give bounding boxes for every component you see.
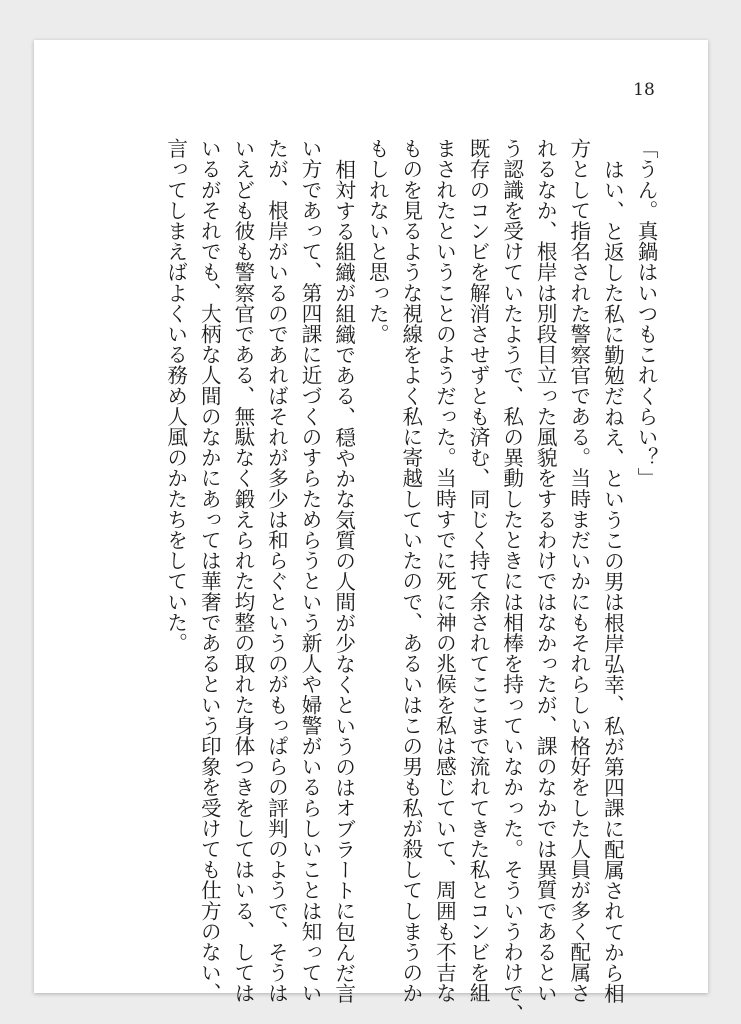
text-line: 「うん。真鍋はいつもこれくらい？」	[634, 138, 658, 489]
text-line: いえども彼も警察官である、無駄なく鍛えられた均整の取れた身体つきをしてはいる、しては	[230, 138, 255, 1004]
text-line: 既存のコンビを解消させずとも済む、同じく持て余されてここまで流れてきた私とコンビを組	[466, 138, 491, 1004]
text-line: れるなか、根岸は別段目立った風貌をするわけではなかったが、課のなかでは異質であるとい	[533, 138, 558, 1004]
text-line: い方であって、第四課に近づくのすらためらうという新人や婦警がいるらしいことは知ってい	[298, 138, 323, 1004]
body-text	[158, 138, 662, 1024]
text-line: 方として指名された警察官である。当時まだいかにもそれらしい格好をした人員が多く配属さ	[566, 138, 591, 1004]
text-line: 相対する組織が組織である、穏やかな気質の人間が少なくというのはオブラートに包んだ言	[331, 158, 356, 1004]
text-line: まされたということのようだった。当時すでに死に神の兆候を私は感じていて、周囲も不吉な	[432, 138, 457, 1004]
page-number: 18	[633, 80, 655, 100]
text-line: ものを見るような視線をよく私に寄越していたので、あるいはこの男も私が殺してしまうのか	[398, 138, 423, 1004]
text-line: う認識を受けていたようで、私の異動したときには相棒を持っていなかった。そういうわけで、	[499, 138, 524, 1024]
text-line: もしれないと思った。	[365, 138, 390, 344]
book-page	[34, 40, 708, 1024]
text-line: 言ってしまえばよくいる務め人風のかたちをしていた。	[163, 138, 188, 653]
text-line: いるがそれでも、大柄な人間のなかにあっては華奢であるという印象を受けても仕方のない、	[197, 138, 222, 1004]
text-line: たが、根岸がいるのであればそれが多少は和らぐというのがもっぱらの評判のようで、そうは	[264, 138, 289, 1004]
text-line: はい、と返した私に勤勉だねえ、というこの男は根岸弘幸、私が第四課に配属されてから相	[600, 158, 625, 1004]
